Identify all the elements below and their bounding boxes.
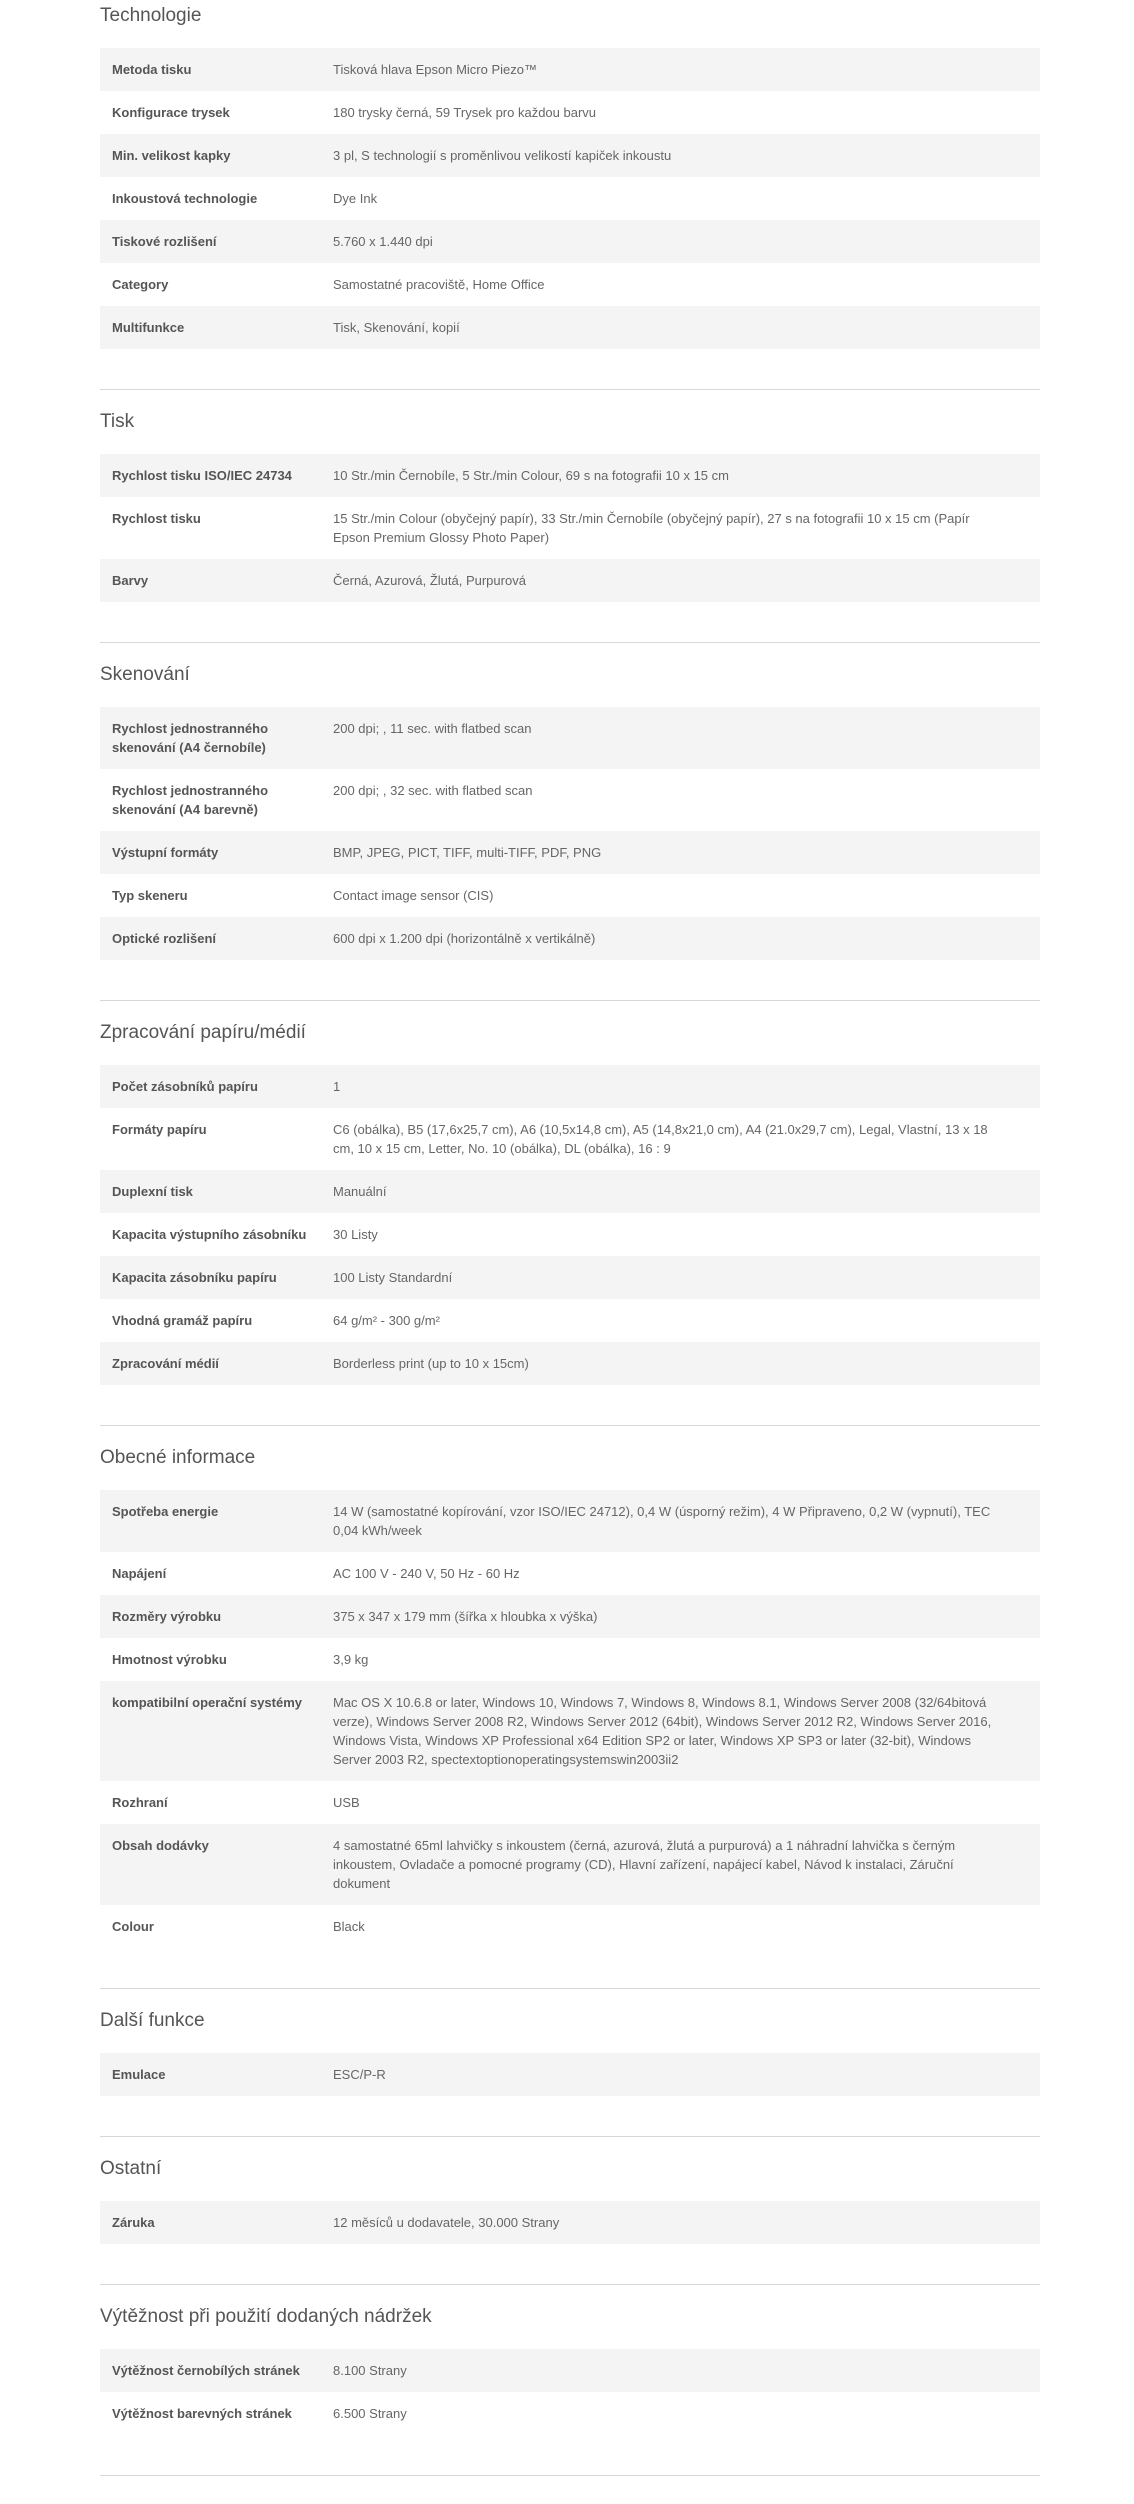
- section-title: Obecné informace: [100, 1447, 256, 1468]
- spec-value: Samostatné pracoviště, Home Office: [333, 277, 545, 292]
- spec-section-dalsi-funkce: [100, 2005, 1040, 2136]
- spec-row: [100, 2392, 1040, 2435]
- spec-value: 600 dpi x 1.200 dpi (horizontálně x vertikálně): [333, 931, 596, 946]
- spec-label: Rychlost jednostranného skenování (A4 černobíle): [112, 721, 269, 755]
- spec-value: Contact image sensor (CIS): [333, 888, 494, 903]
- spec-label: Emulace: [112, 2067, 166, 2082]
- section-title: Další funkce: [100, 2010, 205, 2031]
- spec-label: Rychlost tisku: [112, 511, 201, 526]
- spec-label: Duplexní tisk: [112, 1184, 193, 1199]
- section-title: Ostatní: [100, 2158, 162, 2179]
- spec-value: 10 Str./min Černobíle, 5 Str./min Colour, 69 s na fotografii 10 x 15 cm: [333, 468, 729, 483]
- spec-label: Optické rozlišení: [112, 931, 217, 946]
- spec-row: [100, 1342, 1040, 1385]
- spec-value: 30 Listy: [333, 1227, 378, 1242]
- spec-row: [100, 1065, 1040, 1108]
- spec-label: Tiskové rozlišení: [112, 234, 217, 249]
- spec-value: 6.500 Strany: [333, 2406, 407, 2421]
- spec-label: Rozhraní: [112, 1795, 168, 1810]
- spec-row: [100, 48, 1040, 91]
- spec-value: 100 Listy Standardní: [333, 1270, 453, 1285]
- spec-value: 12 měsíců u dodavatele, 30.000 Strany: [333, 2215, 560, 2230]
- spec-row: [100, 1824, 1040, 1905]
- section-title: Technologie: [100, 5, 202, 26]
- spec-table: [100, 454, 1040, 602]
- section-divider: [100, 1000, 1040, 1001]
- spec-section-vyteznost-pri-pouziti-dodanych-nadrzek: [100, 2301, 1040, 2475]
- spec-row: [100, 917, 1040, 960]
- spec-value: 8.100 Strany: [333, 2363, 407, 2378]
- spec-row: [100, 1170, 1040, 1213]
- spec-row: [100, 831, 1040, 874]
- spec-label: Rychlost tisku ISO/IEC 24734: [112, 468, 292, 483]
- spec-value: 375 x 347 x 179 mm (šířka x hloubka x výška): [333, 1609, 598, 1624]
- spec-label: Napájení: [112, 1566, 167, 1581]
- spec-label: Vhodná gramáž papíru: [112, 1313, 253, 1328]
- spec-value: ESC/P-R: [333, 2067, 386, 2082]
- spec-label: Colour: [112, 1919, 154, 1934]
- spec-value: USB: [333, 1795, 360, 1810]
- spec-label: Zpracování médií: [112, 1356, 219, 1371]
- spec-table: [100, 2349, 1040, 2435]
- section-divider: [100, 1425, 1040, 1426]
- spec-row: [100, 1108, 1040, 1170]
- spec-row: [100, 707, 1040, 769]
- spec-value: Dye Ink: [333, 191, 378, 206]
- spec-row: [100, 306, 1040, 349]
- spec-row: [100, 1552, 1040, 1595]
- spec-row: [100, 1490, 1040, 1552]
- spec-table: [100, 2201, 1040, 2244]
- spec-label: Typ skeneru: [112, 888, 188, 903]
- section-divider: [100, 2136, 1040, 2137]
- spec-row: [100, 263, 1040, 306]
- spec-label: Výstupní formáty: [112, 845, 219, 860]
- spec-row: [100, 1299, 1040, 1342]
- section-divider: [100, 2284, 1040, 2285]
- spec-label: Rychlost jednostranného skenování (A4 barevně): [112, 783, 269, 817]
- spec-row: [100, 454, 1040, 497]
- spec-value: Tisk, Skenování, kopií: [333, 320, 460, 335]
- spec-row: [100, 2349, 1040, 2392]
- spec-label: Kapacita zásobníku papíru: [112, 1270, 277, 1285]
- section-divider: [100, 642, 1040, 643]
- spec-row: [100, 1256, 1040, 1299]
- section-title: Výtěžnost při použití dodaných nádržek: [100, 2306, 432, 2327]
- spec-value: C6 (obálka), B5 (17,6x25,7 cm), A6 (10,5x14,8 cm), A5 (14,8x21,0 cm), A4 (21.0x29,7 cm), Legal, Vlastní, 13 x 18 cm, 10 x 15 cm, Letter, No. 10 (obálka), DL (obálka), 16 : 9: [333, 1122, 988, 1156]
- spec-label: Barvy: [112, 573, 149, 588]
- spec-label: Výtěžnost černobílých stránek: [112, 2363, 300, 2378]
- spec-section-skenovani: [100, 659, 1040, 1000]
- spec-label: Min. velikost kapky: [112, 148, 231, 163]
- section-title: Tisk: [100, 411, 135, 432]
- spec-label: Spotřeba energie: [112, 1504, 219, 1519]
- spec-label: Kapacita výstupního zásobníku: [112, 1227, 307, 1242]
- spec-label: kompatibilní operační systémy: [112, 1695, 303, 1710]
- spec-value: 180 trysky černá, 59 Trysek pro každou barvu: [333, 105, 597, 120]
- spec-value: 3 pl, S technologií s proměnlivou velikostí kapiček inkoustu: [333, 148, 672, 163]
- spec-label: Počet zásobníků papíru: [112, 1079, 258, 1094]
- spec-value: 5.760 x 1.440 dpi: [333, 234, 433, 249]
- spec-label: Multifunkce: [112, 320, 185, 335]
- spec-section-tisk: [100, 406, 1040, 642]
- section-title: Skenování: [100, 664, 190, 685]
- spec-table: [100, 1065, 1040, 1385]
- spec-label: Obsah dodávky: [112, 1838, 209, 1853]
- spec-value: Borderless print (up to 10 x 15cm): [333, 1356, 529, 1371]
- spec-value: 14 W (samostatné kopírování, vzor ISO/IEC 24712), 0,4 W (úsporný režim), 4 W Připraveno, 0,2 W (vypnutí), TEC 0,04 kWh/week: [333, 1504, 991, 1538]
- spec-label: Metoda tisku: [112, 62, 192, 77]
- spec-table: [100, 707, 1040, 960]
- spec-value: 64 g/m² - 300 g/m²: [333, 1313, 440, 1328]
- spec-label: Konfigurace trysek: [112, 105, 230, 120]
- spec-row: [100, 2201, 1040, 2244]
- spec-section-ostatni: [100, 2153, 1040, 2284]
- spec-table: [100, 2053, 1040, 2096]
- spec-row: [100, 2053, 1040, 2096]
- spec-row: [100, 1681, 1040, 1781]
- spec-row: [100, 134, 1040, 177]
- spec-label: Hmotnost výrobku: [112, 1652, 227, 1667]
- spec-table: [100, 1490, 1040, 1948]
- spec-row: [100, 874, 1040, 917]
- spec-row: [100, 1638, 1040, 1681]
- section-title: Zpracování papíru/médií: [100, 1022, 306, 1043]
- spec-row: [100, 1905, 1040, 1948]
- section-divider: [100, 2475, 1040, 2476]
- spec-value: 1: [333, 1079, 341, 1094]
- spec-row: [100, 1781, 1040, 1824]
- spec-value: BMP, JPEG, PICT, TIFF, multi-TIFF, PDF, PNG: [333, 845, 602, 860]
- spec-value: Tisková hlava Epson Micro Piezo™: [333, 62, 537, 77]
- spec-value: Black: [333, 1919, 365, 1934]
- spec-label: Inkoustová technologie: [112, 191, 258, 206]
- spec-value: Manuální: [333, 1184, 387, 1199]
- section-divider: [100, 389, 1040, 390]
- spec-row: [100, 177, 1040, 220]
- spec-row: [100, 1213, 1040, 1256]
- spec-row: [100, 559, 1040, 602]
- spec-section-technologie: [100, 0, 1040, 389]
- spec-label: Category: [112, 277, 169, 292]
- spec-row: [100, 769, 1040, 831]
- spec-label: Formáty papíru: [112, 1122, 207, 1137]
- spec-label: Rozměry výrobku: [112, 1609, 222, 1624]
- spec-row: [100, 91, 1040, 134]
- spec-row: [100, 220, 1040, 263]
- spec-value: AC 100 V - 240 V, 50 Hz - 60 Hz: [333, 1566, 520, 1581]
- spec-value: 200 dpi; , 32 sec. with flatbed scan: [333, 783, 533, 798]
- spec-table: [100, 48, 1040, 349]
- spec-value: 15 Str./min Colour (obyčejný papír), 33 Str./min Černobíle (obyčejný papír), 27 s na fotografii 10 x 15 cm (Papír Epson Premium Glossy Photo Paper): [333, 511, 970, 545]
- spec-value: 4 samostatné 65ml lahvičky s inkoustem (černá, azurová, žlutá a purpurová) a 1 náhradní lahvička s černým inkoustem, Ovladače a pomocné programy (CD), Hlavní zařízení, napájecí kabel, Návod k instalaci, Záruční dokument: [333, 1838, 956, 1891]
- spec-row: [100, 1595, 1040, 1638]
- section-divider: [100, 1988, 1040, 1989]
- spec-label: Záruka: [112, 2215, 155, 2230]
- spec-value: 200 dpi; , 11 sec. with flatbed scan: [333, 721, 532, 736]
- spec-section-obecne-informace: [100, 1442, 1040, 1988]
- spec-value: Mac OS X 10.6.8 or later, Windows 10, Windows 7, Windows 8, Windows 8.1, Windows Server 2008 (32/64bitová verze), Windows Server 2008 R2, Windows Server 2012 (64bit), Windows Server 2012 R2, Windows Server 2016, Windows Vista, Windows XP Professional x64 Edition SP2 or later, Windows XP SP3 or later (32-bit), Windows Server 2003 R2, spectextoptionoperatingsystemswin2003ii2: [333, 1695, 992, 1767]
- spec-value: 3,9 kg: [333, 1652, 369, 1667]
- spec-row: [100, 497, 1040, 559]
- spec-section-zpracovani-papiru-medii: [100, 1017, 1040, 1425]
- spec-label: Výtěžnost barevných stránek: [112, 2406, 292, 2421]
- spec-value: Černá, Azurová, Žlutá, Purpurová: [333, 573, 526, 588]
